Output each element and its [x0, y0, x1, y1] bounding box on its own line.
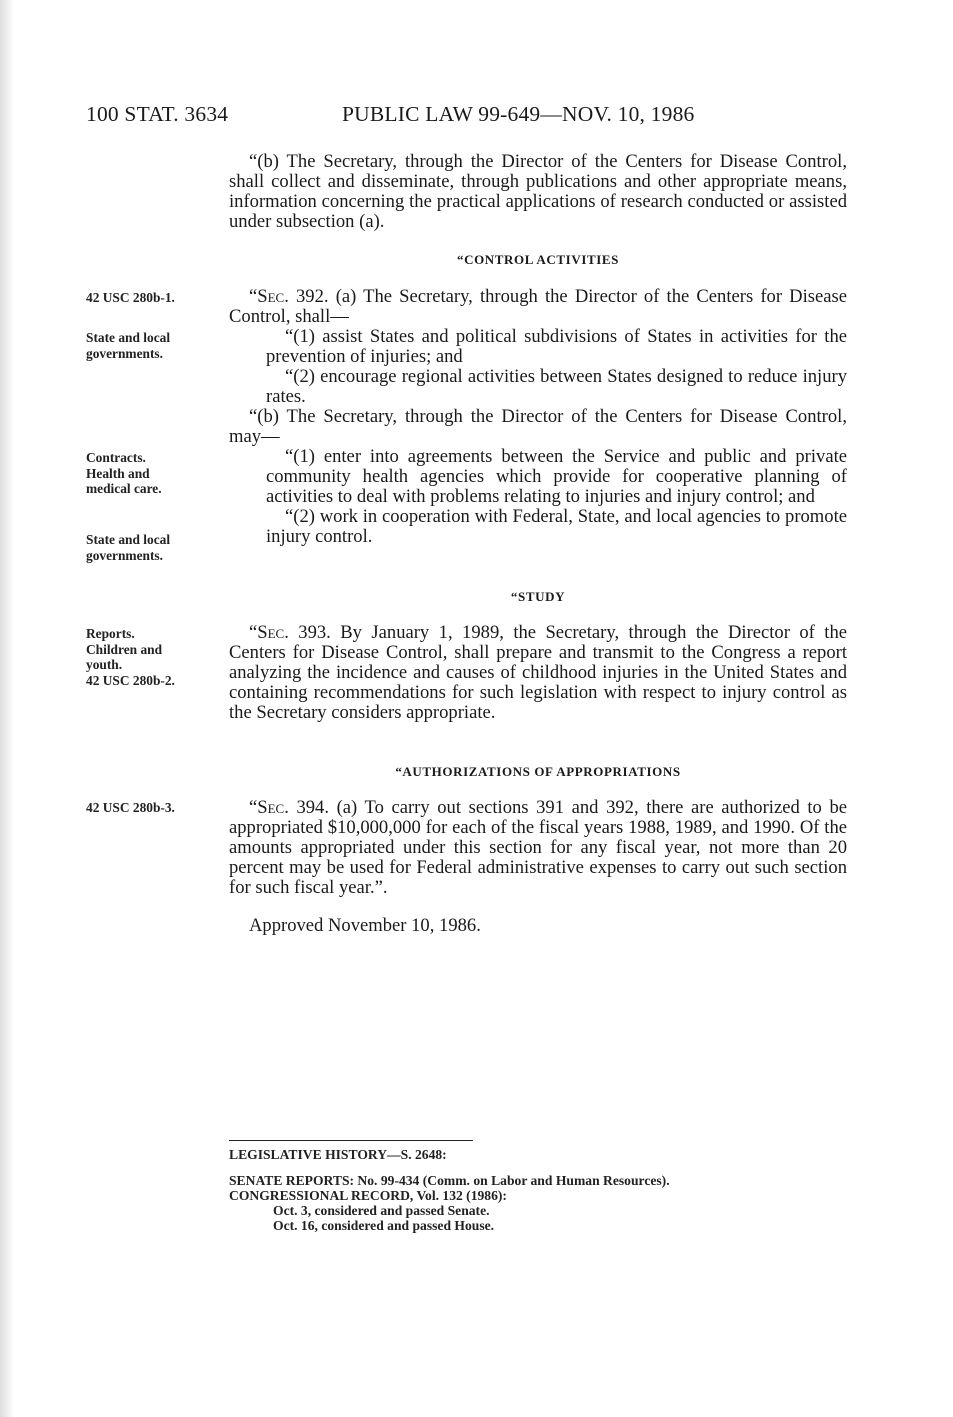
sec-392-a-text: 392. (a) The Secretary, through the Director of the Centers for Disease Control, shall—	[229, 286, 847, 327]
margin-note-reports	[86, 626, 216, 688]
margin-note-text: 42 USC 280b-1.	[86, 290, 175, 305]
sec-392-b-2: “(2) work in cooperation with Federal, State, and local agencies to promote injury control.	[266, 506, 847, 547]
margin-note-text: Contracts.	[86, 450, 146, 465]
margin-note-text: Health and	[86, 465, 150, 481]
sec-392-a	[229, 287, 847, 327]
congressional-record: CONGRESSIONAL RECORD, Vol. 132 (1986):	[229, 1188, 507, 1203]
sec-394-body: 394. (a) To carry out sections 391 and 392, there are authorized to be appropriated $10,000,000 for each of the fiscal years 1988, 1989, and 1990. Of the amounts appropriated under this section for any fiscal year, not more than 20 percent may be used for Federal administrative expenses to carry out such section for such fiscal year.”.	[229, 797, 847, 898]
page-edge	[0, 0, 14, 1417]
sec-label: “Sec.	[249, 622, 289, 643]
margin-note-state-local-1	[86, 330, 216, 361]
margin-note-42usc280b1	[86, 290, 216, 306]
heading-control-activities: “CONTROL ACTIVITIES	[456, 252, 620, 267]
margin-note-text: governments.	[86, 345, 163, 361]
record-oct-3: Oct. 3, considered and passed Senate.	[273, 1203, 490, 1218]
margin-note-42usc280b3	[86, 800, 216, 816]
margin-note-text: Reports.	[86, 626, 135, 641]
stat-citation: 100 STAT. 3634	[86, 102, 229, 126]
margin-note-text: State and local	[86, 532, 171, 547]
sec-392-b: “(b) The Secretary, through the Director of the Centers for Disease Control, may—	[229, 406, 847, 447]
section-394	[229, 798, 847, 936]
margin-note-text: 42 USC 280b-3.	[86, 800, 175, 815]
paragraph-b-collect: “(b) The Secretary, through the Director of the Centers for Disease Control, shall collect and disseminate, through publications and other appropriate means, information concerning the practical applications of research conducted or assisted under subsection (a).	[229, 151, 847, 232]
sec-393-body: 393. By January 1, 1989, the Secretary, through the Director of the Centers for Disease Control, shall prepare and transmit to the Congress a report analyzing the incidence and causes of childhood injuries in the United States and containing recommendations for such legislation with respect to injury control as the Secretary considers appropriate.	[229, 622, 847, 723]
sec-394-text	[229, 798, 847, 898]
margin-note-state-local-2	[86, 532, 216, 563]
margin-note-contracts	[86, 450, 216, 497]
paragraph-intro	[229, 152, 847, 232]
heading-authorizations: “AUTHORIZATIONS OF APPROPRIATIONS	[395, 764, 681, 779]
sec-393-text	[229, 623, 847, 723]
sec-label: “Sec.	[249, 286, 289, 307]
sec-392-b-1: “(1) enter into agreements between the Service and public and private community health agencies which provide for cooperative planning of activities to deal with problems relating to injuries and injury control; and	[266, 446, 847, 507]
public-law-title: PUBLIC LAW 99-649—NOV. 10, 1986	[342, 102, 695, 126]
legislative-history-title: LEGISLATIVE HISTORY—S. 2648:	[229, 1147, 447, 1162]
section-392	[229, 287, 847, 547]
margin-note-text: 42 USC 280b-2.	[86, 672, 175, 688]
margin-note-text: youth.	[86, 657, 123, 672]
record-oct-16: Oct. 16, considered and passed House.	[273, 1218, 495, 1233]
margin-note-text: State and local	[86, 330, 171, 345]
sec-392-a-2: “(2) encourage regional activities between States designed to reduce injury rates.	[266, 366, 847, 407]
section-393	[229, 623, 847, 723]
approved-date: Approved November 10, 1986.	[249, 915, 481, 936]
margin-note-text: Children and	[86, 641, 163, 657]
heading-study: “STUDY	[510, 589, 566, 604]
legislative-history-details	[229, 1173, 670, 1233]
margin-note-text: medical care.	[86, 481, 162, 496]
page-header	[86, 102, 786, 132]
sec-label: “Sec.	[249, 797, 289, 818]
legislative-history-rule	[229, 1140, 473, 1141]
sec-392-a-1: “(1) assist States and political subdivisions of States in activities for the prevention of injuries; and	[266, 326, 847, 367]
senate-reports: SENATE REPORTS: No. 99-434 (Comm. on Labor and Human Resources).	[229, 1173, 670, 1188]
margin-note-text: governments.	[86, 547, 163, 563]
